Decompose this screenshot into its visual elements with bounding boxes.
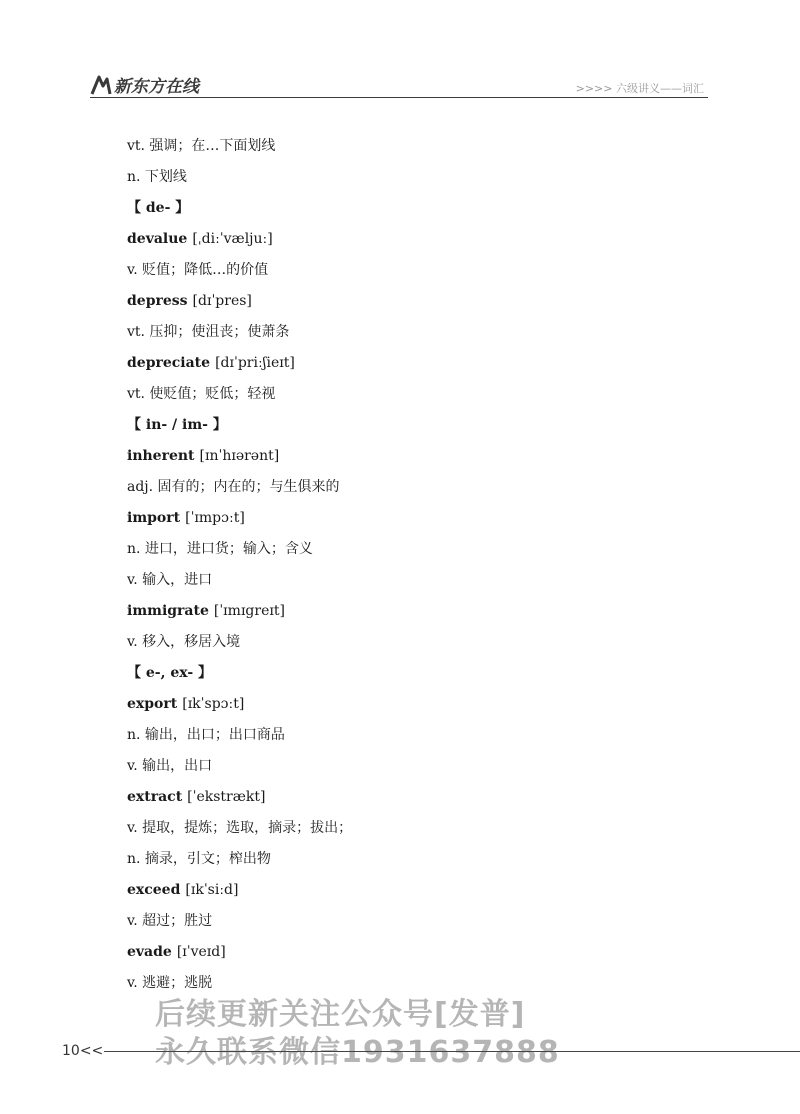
- vocab-definition: [127, 755, 687, 786]
- vocab-phonetic: [ɪkˈspɔːt]: [182, 696, 245, 712]
- prefix-label: 【 de- 】: [127, 200, 190, 216]
- definition-text: vt. 使贬值；贬低；轻视: [127, 386, 276, 402]
- definition-text: v. 逃避；逃脱: [127, 975, 213, 991]
- vocab-definition: [127, 476, 687, 507]
- definition-text: vt. 强调；在…下面划线: [127, 138, 276, 154]
- vocab-phonetic: [ɪˈveɪd]: [176, 944, 226, 960]
- vocab-definition: [127, 631, 687, 662]
- header-section-title: >>>> 六级讲义——词汇: [575, 82, 704, 95]
- vocab-definition: [127, 848, 687, 879]
- vocab-word: depreciate: [127, 355, 211, 371]
- vocab-definition: [127, 166, 687, 197]
- vocab-entry: [127, 507, 687, 538]
- prefix-label: 【 e-, ex- 】: [127, 665, 213, 681]
- definition-text: n. 进口，进口货；输入；含义: [127, 541, 313, 557]
- vocab-phonetic: [ˈekstrækt]: [187, 789, 266, 805]
- vocab-definition: [127, 724, 687, 755]
- vocab-entry: [127, 352, 687, 383]
- prefix-section-heading: [127, 197, 687, 228]
- vocab-word: immigrate: [127, 603, 209, 619]
- logo-mark-icon: [90, 74, 112, 96]
- prefix-section-heading: [127, 414, 687, 445]
- vocab-definition: [127, 135, 687, 166]
- vocab-definition: [127, 817, 687, 848]
- vocab-definition: [127, 569, 687, 600]
- definition-text: v. 提取，提炼；选取，摘录；拔出；: [127, 820, 353, 836]
- vocab-phonetic: [ˌdiːˈvæljuː]: [192, 231, 273, 247]
- definition-text: v. 贬值；降低…的价值: [127, 262, 269, 278]
- vocabulary-list: [127, 135, 687, 1003]
- logo: [90, 72, 199, 97]
- vocab-entry: [127, 786, 687, 817]
- vocab-phonetic: [ɪkˈsiːd]: [185, 882, 239, 898]
- vocab-phonetic: [dɪˈpres]: [192, 293, 252, 309]
- prefix-section-heading: [127, 662, 687, 693]
- watermark: [155, 996, 615, 1072]
- vocab-entry: [127, 879, 687, 910]
- header-rule: [90, 97, 708, 98]
- vocab-entry: [127, 693, 687, 724]
- definition-text: v. 输入，进口: [127, 572, 213, 588]
- vocab-entry: [127, 600, 687, 631]
- vocab-word: evade: [127, 944, 172, 960]
- watermark-line-1: 后续更新关注公众号[发普]: [155, 997, 526, 1032]
- vocab-phonetic: [ɪnˈhɪərənt]: [199, 448, 280, 464]
- vocab-definition: [127, 383, 687, 414]
- definition-text: n. 摘录，引文；榨出物: [127, 851, 271, 867]
- vocab-phonetic: [ˈɪmpɔːt]: [185, 510, 245, 526]
- vocab-phonetic: [ˈɪmɪgreɪt]: [213, 603, 285, 619]
- page-number: 10<<: [62, 1043, 104, 1059]
- definition-text: n. 输出，出口；出口商品: [127, 727, 285, 743]
- footer-rule: [104, 1051, 800, 1052]
- logo-text: 新东方在线: [114, 77, 199, 97]
- vocab-word: import: [127, 510, 181, 526]
- vocab-word: export: [127, 696, 178, 712]
- vocab-phonetic: [dɪˈpriːʃieɪt]: [215, 355, 295, 371]
- vocab-word: depress: [127, 293, 188, 309]
- page-header: [90, 70, 708, 100]
- vocab-word: extract: [127, 789, 183, 805]
- definition-text: vt. 压抑；使沮丧；使萧条: [127, 324, 290, 340]
- vocab-entry: [127, 941, 687, 972]
- vocab-word: exceed: [127, 882, 181, 898]
- vocab-word: devalue: [127, 231, 188, 247]
- vocab-definition: [127, 538, 687, 569]
- definition-text: adj. 固有的；内在的；与生俱来的: [127, 479, 340, 495]
- vocab-word: inherent: [127, 448, 195, 464]
- vocab-entry: [127, 445, 687, 476]
- definition-text: v. 移入，移居入境: [127, 634, 241, 650]
- definition-text: v. 超过；胜过: [127, 913, 213, 929]
- definition-text: v. 输出，出口: [127, 758, 213, 774]
- watermark-line-2: 永久联系微信1931637888: [155, 1035, 560, 1070]
- vocab-definition: [127, 259, 687, 290]
- vocab-entry: [127, 290, 687, 321]
- definition-text: n. 下划线: [127, 169, 187, 185]
- vocab-definition: [127, 321, 687, 352]
- vocab-entry: [127, 228, 687, 259]
- prefix-label: 【 in- / im- 】: [127, 417, 227, 433]
- vocab-definition: [127, 910, 687, 941]
